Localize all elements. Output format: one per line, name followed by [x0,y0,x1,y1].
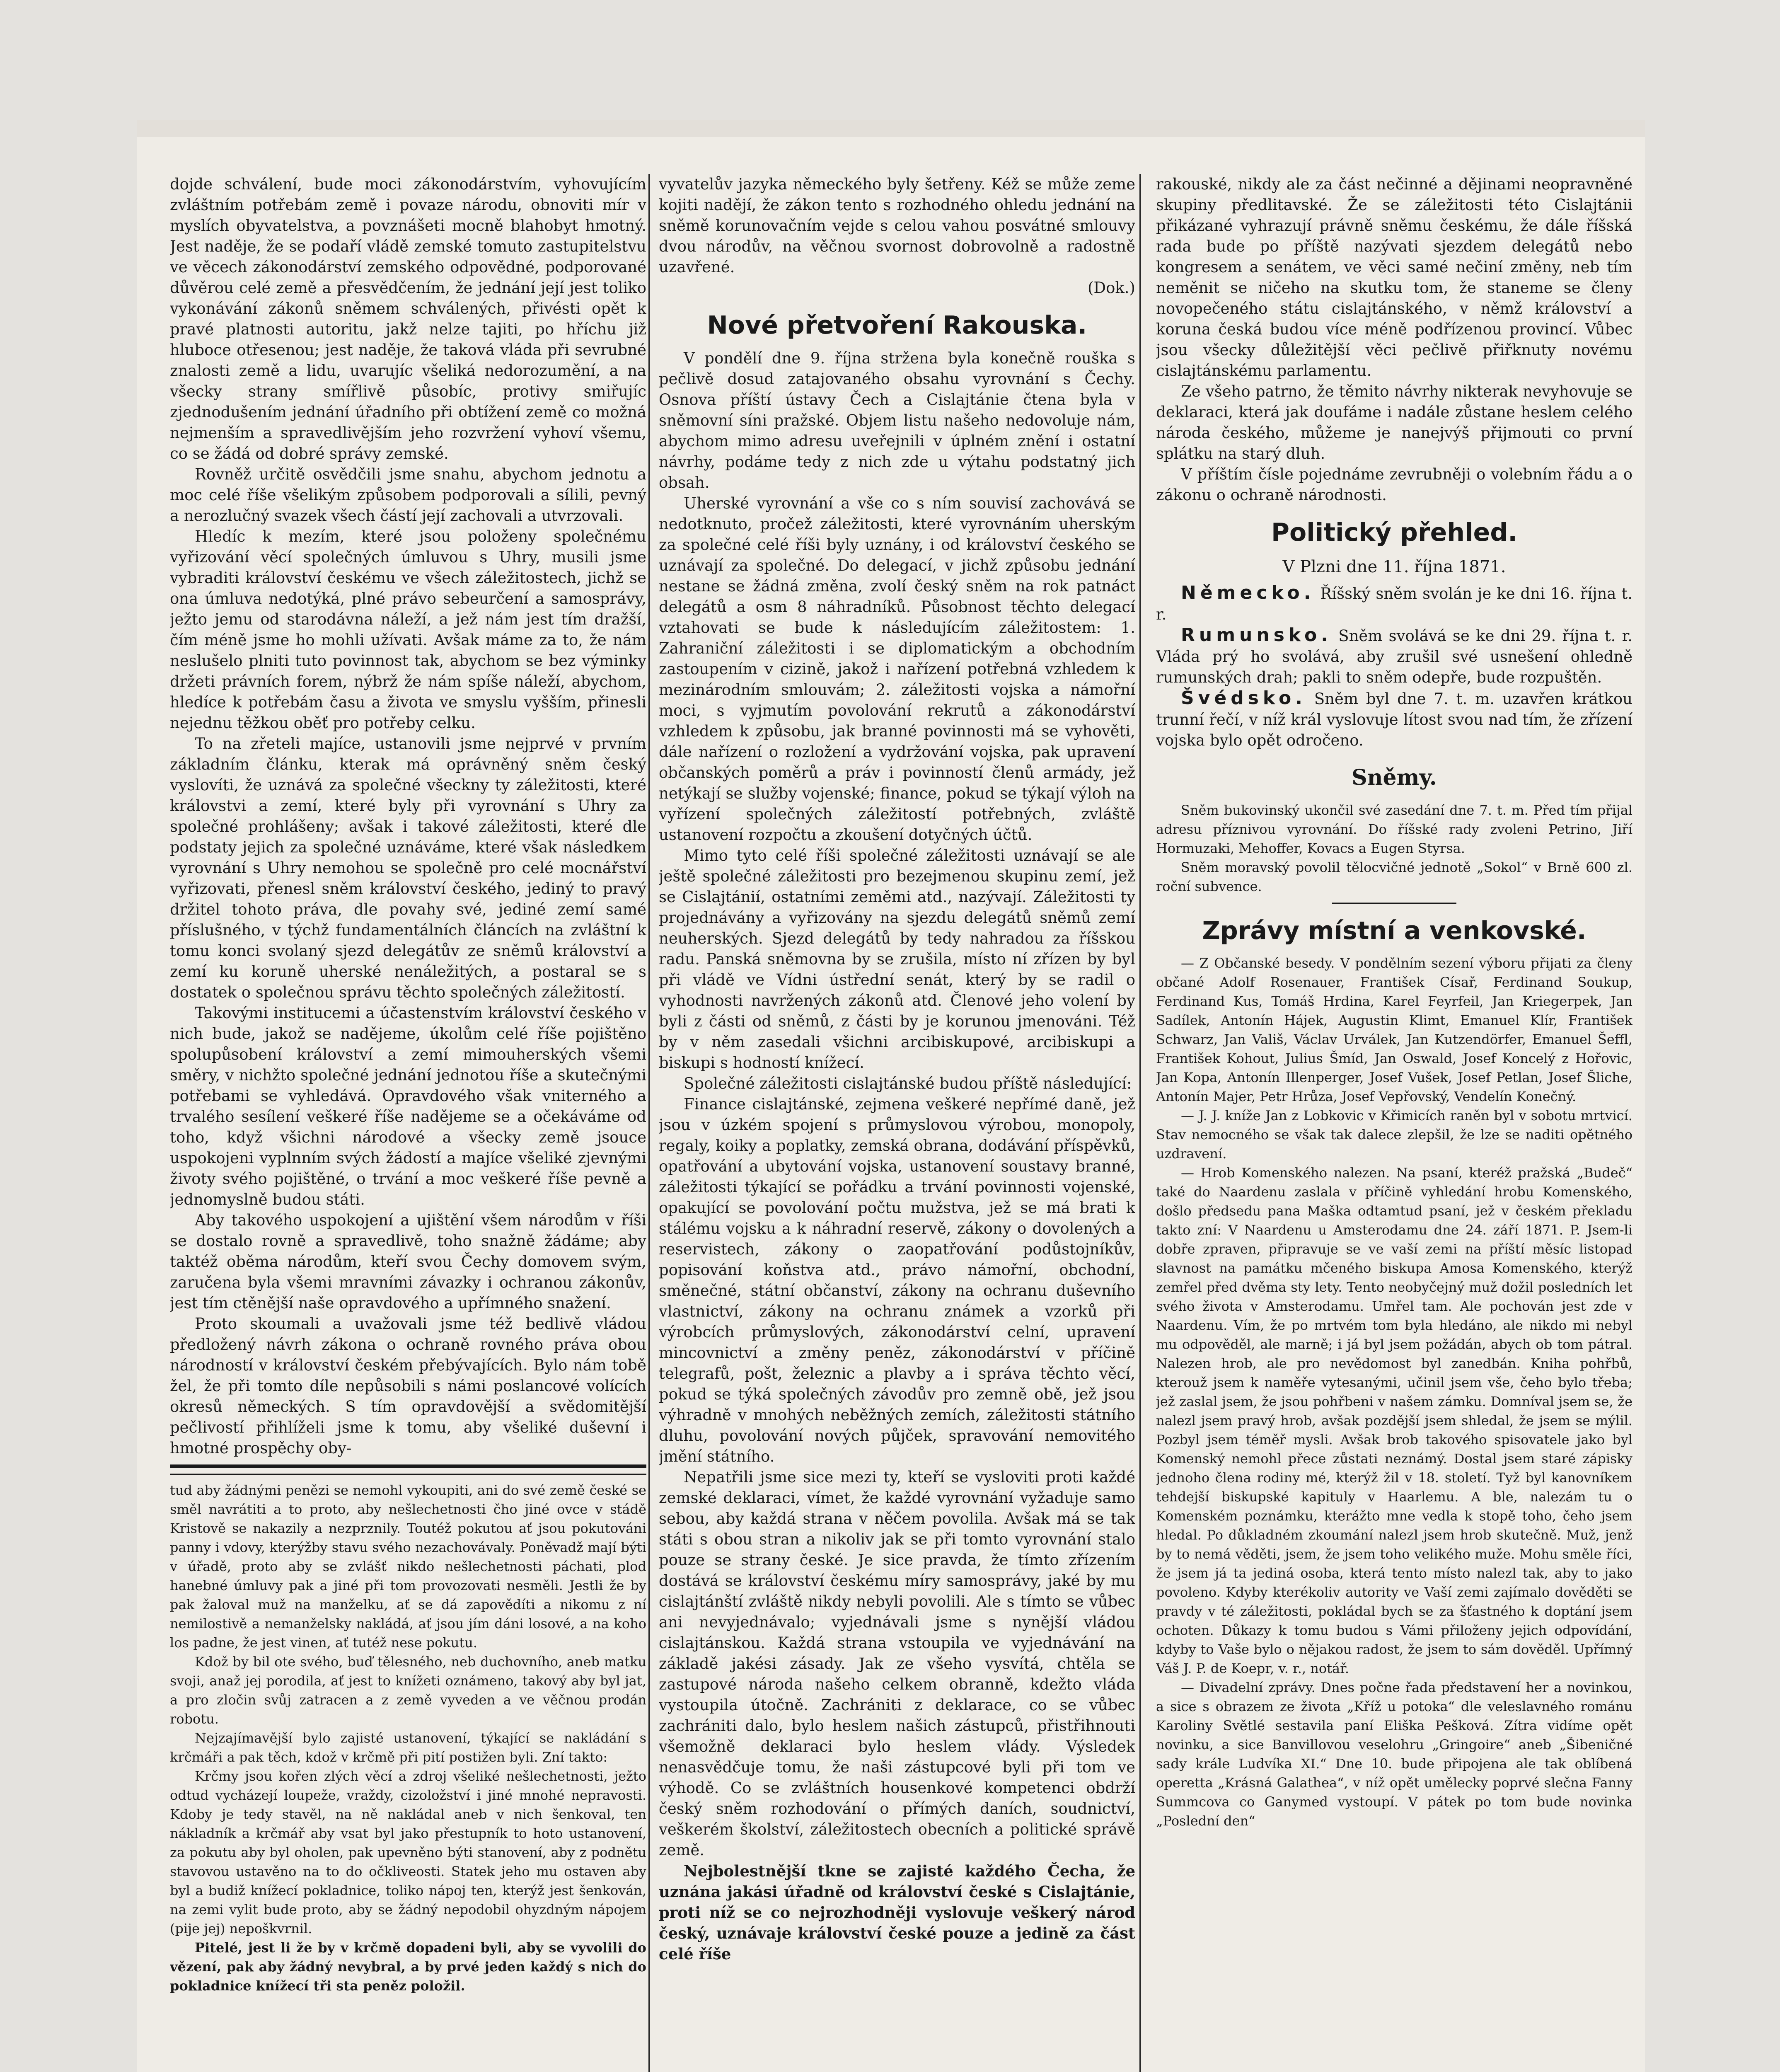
article-heading: Nové přetvoření Rakouska. [707,311,1087,340]
article-signature: (Dok.) [1088,279,1135,297]
column-2 [659,174,1135,1964]
article-paragraph: Rovněž určitě osvědčili jsme snahu, abychom jednotu a moc celé říše všelikým způsobem podporovali a sílili, pevný a nerozlučný svazek všech částí její zachovali a utvrzovali. [170,465,646,525]
article-paragraph: Finance cislajtánské, zejmena veškeré nepřímé daně, jež jsou v úzkém spojení s průmyslovou výrobou, monopoly, regaly, koiky a poplatky, zemská obrana, dodávání příspěvků, opatřování a ubytování vojska, ustanovení soustavy branné, záležitosti týkající se pořádku a trvání povinnosti vojenské, opakující se povolování počtu mužstva, jež se má brati k stálému vojsku a k náhradní reservě, zákony o dovolených a reservistech, zákony o zaopatřování podůstojníkův, popisování koňstva atd., právo námořní, obchodní, směnečné, státní občanství, zákony na ochranu duševního vlastnictví, zákony na ochranu známek a vzorků při výrobcích průmyslových, zákonodárství celní, upravení mincovnictví a změny peněz, zákonodárství v příčině telegrafů, pošt, železnic a plavby a i správa těchto věcí, pokud se týká společných závodův pro zemně obě, jež jsou výhradně v mnohých neběžných zemích, záležitosti státního dluhu, povolování nových půjček, spravování nemovitého jmění státního. [659,1095,1135,1465]
country-heading: Německo. [1181,582,1315,603]
article-paragraph: — Z Občanské besedy. V pondělním sezení výboru přijati za členy občané Adolf Rosenauer, František Císař, Ferdinand Soukup, Ferdinand Kus, Tomáš Hrdina, Karel Feyrfeil, Jan Kriegerpek, Jan Sadílek, Antonín Hájek, Augustin Klimt, Emanuel Klír, František Schwarz, Jan Vališ, Václav Urválek, Jan Kutzendörfer, Emanuel Šeffl, František Kohout, Julius Šmíd, Jan Oswald, Josef Koncelý z Hořovic, Jan Kopa, Antonín Illenperger, Josef Vušek, Josef Petlan, Josef Šliche, Antonín Majer, Petr Hrůza, Josef Vepřovský, Vendelín Konečný. [1156,955,1632,1104]
newspaper-page [137,120,1645,2072]
article-paragraph: rakouské, nikdy ale za část nečinné a dějinami neopravněné skupiny předlitavské. Že se záležitosti této Cislajtánii přikázané vyhrazují právně sněmu českému, že dále říšská rada bude po příště nazývati sjezdem delegátů nebo kongresem a senátem, ve věci samé nečiní změny, neb tím neměnit se ničeho na skutku tom, že staneme se členy novopečeného státu cislajtánského, v němž království a koruna česká budou více méně podřízenou provincí. Vůbec jsou všecky důležitější věci pečlivě přiřknuty novému cislajtánskému parlamentu. [1156,175,1632,380]
article-paragraph: — Divadelní zprávy. Dnes počne řada představení her a novinkou, a sice s obrazem ze života „Kříž u potoka“ dle veleslavného románu Karoliny Světlé sestavila paní Eliška Pešková. Zítra vidíme opět novinku, a sice Banvillovou veselohru „Gringoire“ aneb „Šibeničné sady krále Ludvíka XI.“ Dne 10. bude připojena ale tak oblíbená operetta „Krásná Galathea“, v níž opět umělecky poprvé slečna Fanny Summcova co Ganymed vystoupí. V pátek po tom bude novinka „Poslední den“ [1156,1680,1632,1829]
feuilleton-paragraph: tud aby žádnými penězi se nemohl vykoupiti, ani do své země české se směl navrátiti a to proto, aby nešlechetnosti čho jiné ovce v stádě Kristově se nakazily a nezprznily. Toutéž pokutou ať jsou pokutováni panny i vdovy, kterýžby stavu svého nezachovávaly. Poněvadž mají býti v úřadě, proto aby se zvlášť nikdo nešlechetnosti páchati, plod hanebné úmluvy pak a jiné při tom provozovati nesměli. Jestli že by pak žaloval muž na manželku, ať se dá zapovědíti a nikomu z ní nemilostivě a nemanželsky nakládá, ať jsou jím dáni losové, a na koho los padne, že jest vinen, ať tutéž nese pokutu. [170,1482,646,1651]
article-paragraph: Uherské vyrovnání a vše co s ním souvisí zachovává se nedotknuto, pročež záležitosti, které vyrovnáním uherským za společné celé říši byly uznány, i od království českého se uznávají za společné. Do delegací, v jichž způsobu jednání nestane se žádná změna, zvolí český sněm na rok patnáct delegátů a osm 8 náhradníků. Působnost těchto delegací vztahovati se bude k následujícím záležitostem: 1. Zahraniční záležitosti i se diplomatickým a obchodním zastoupením v cizině, jakož i nařízení potřebná vzhledem k mezinárodním smlouvám; 2. záležitosti vojska a námořní moci, s vyjmutím povolování rekrutů a zákonodárství vzhledem k způsobu, jak branné povinnosti má se vyhověti, dále nařízení o rozložení a vydržování vojska, pak upravení občanských poměrů a práv i povinností členů armády, jež netýkají se služby vojenské; finance, pokud se týkají výloh na vyřízení společných záležitostí potřebných, zvláště ustanovení rozpočtu a zkoušení dotyčných účtů. [659,494,1135,844]
article-paragraph: vyvatelův jazyka německého byly šetřeny. Kéž se může zeme kojiti nadějí, že zákon tento s rozhodného ohledu jednání na sněmě korunovačním vejde s celou vahou posvátné smlouvy dvou národův, na věčnou svornost dobrovolně a radostně uzavřené. [659,175,1135,276]
feuilleton-paragraph: Krčmy jsou kořen zlých věcí a zdroj všeliké nešlechetnosti, ježto odtud vycházejí loupeže, vraždy, cizoložství i jiné mnohé nepravosti. Kdoby je tedy stavěl, na ně nakládal aneb v nich šenkoval, ten nákladník a krčmář aby vsat byl jako přestupník to hoto ustanovení, za pokutu aby byl oholen, pak upevněno býti stanovení, aby z podnětu stavovou ustavěno na to do očkliveosti. Statek jeho mu ostaven aby byl a budiž knížecí pokladnice, toliko nápoj ten, kterýž jest šenkován, na zemi vylit bude proto, aby se žádný nepodobil ohyzdným nápojem (pije jej) nepoškvrnil. [170,1768,646,1936]
article-paragraph: Mimo tyto celé říši společné záležitosti uznávají se ale ještě společné záležitosti pro bezejmenou skupinu zemí, jež se Cislajtánií, ostatními zeměmi atd., nazývají. Záležitosti ty projednávány a vyřizovány na sjezdu delegátů sněmů zemí neuherských. Sjezd delegátů by tedy nahradou za říšskou radu. Panská sněmovna by se zrušila, místo ní zřízen by byl při vládě ve Vídni ústřední senát, který by se radil o vyhodnosti navržených zákonů atd. Členové jeho volení by byli z části od sněmů, z části by je korunou jmenováni. Též by v něm zasedali všichni arcibiskupové, arcibiskupi a biskupi s hodností knížecí. [659,847,1135,1072]
article-paragraph: V příštím čísle pojednáme zevrubněji o volebním řádu a o zákonu o ochraně národnosti. [1156,465,1632,504]
country-news: Sněm svolává se ke dni 29. října t. r. Vláda prý ho svolává, aby zrušil své usnešení ohledně rumunských drah; pakli to sněm odepře, bude rozpuštěn. [1156,627,1632,686]
dateline: V Plzni dne 11. října 1871. [1282,557,1506,576]
article-paragraph: dojde schválení, bude moci zákonodárstvím, vyhovujícím zvláštním potřebám země i povaze národu, obnoviti mír v myslích obyvatelstva, a povznášeti mocně blahobyt hmotný. Jest naděje, že se podaří vládě zemské tomuto zastupitelstvu ve věcech zákonodárství zemského odpovědné, podporované důvěrou celé země a přesvědčením, že jednání její jest toliko vykonávání zákonů sněmem schválených, přivésti opět k pravé platnosti autoritu, jakž nelze tajiti, po hříchu již hluboce otřesenou; jest naděje, že taková vláda při sevrubné znalosti země a lidu, uvarujíc všeliká nedorozumění, a na všecky strany smířlivě působíc, protivy smiřujíc zjednodušením jednání úřadního při obtížení země co možná nejmenším a spravedlivějším jeho rozvržení vyhoví všemu, co se žádá od dobré správy zemské. [170,175,646,462]
article-paragraph: Aby takového uspokojení a ujištění všem národům v říši se dostalo rovně a spravedlivě, toho snažně žádáme; aby taktéž oběma národům, kteří svou Čechy domovem svým, zaručena byla všemi mravními závazky i ochranou zákonův, jest tím ctěnější naše opravdového a upřímného snažení. [170,1211,646,1312]
feuilleton-paragraph: Pitelé, jest li že by v krčmě dopadeni byli, aby se vyvolili do vězení, pak aby žádný nevybral, a by prvé jeden každý s nich do pokladnice knížecí tři sta peněz položil. [170,1940,646,1994]
column-rule-right [1139,174,1141,2072]
article-paragraph: Takovými institucemi a účastenstvím království českého v nich bude, jakož se nadějeme, úkolům celé říše pojištěno spolupůsobení království a zemí mimouherských všemi směry, v nichžto společné jednání jednotou říše a skutečnými potřebami se vyhledává. Opravdového však vniterného a trvalého sesílení veškeré říše nadějeme se a očekáváme od toho, když všichni národové a všecky země jsouce uspokojeni vyplnním svých žádostí a majíce všeliké zjevnými životy svého pojištěné, o trvání a moc veškeré říše pevně a jednomyslně budou státi. [170,1004,646,1208]
feuilleton-paragraph: Kdož by bil ote svého, buď tělesného, neb duchovního, aneb matku svoji, anaž jej porodila, ať jest to knížeti oznámeno, takový aby byl jat, a pro zločin svůj zatracen a z země vyveden a ve věčnou prodán robotu. [170,1654,646,1727]
article-paragraph: Společné záležitosti cislajtánské budou příště následující: [684,1075,1132,1092]
column-3 [1156,174,1632,1830]
article-paragraph: V pondělí dne 9. října stržena byla konečně rouška s pečlivě dosud zatajovaného obsahu vyrovnání s Čechy. Osnova příští ústavy Čech a Cislajtánie čtena byla v sněmovní síni pražské. Objem listu našeho nedovoluje nám, abychom mimo adresu uveřejnili v úplném znění i ostatní návrhy, podáme tedy z nich zde u výtahu podstatný jich obsah. [659,349,1135,491]
article-paragraph: Proto skoumali a uvažovali jsme též bedlivě vládou předložený návrh zákona o ochraně rovného práva obou národností v království českém přebývajících. Bylo nám tobě žel, že při tomto díle nepůsobili s námi poslancové volících okresů německých. S tím opravdovější a svědomitější pečlivostí přihlíželi jsme k tomu, aby všeliké duševní i hmotné prospěchy oby- [170,1315,646,1457]
country-news: Říšský sněm svolán je ke dni 16. října t. r. [1156,585,1632,623]
paper-edge-shadow [137,120,1645,137]
feuilleton-divider [170,1464,646,1468]
article-paragraph: Hledíc k mezím, které jsou položeny společnému vyřizování věcí společných úmluvou s Uhry, musili jsme vybraditi království českému ve všech záležitostech, jichž se ona úmluva nedotýká, plné právo sebeurčení a samosprávy, ježto jemu od starodávna náleží, a jež nám jest tím dražší, čím méně jsme ho mohli užívati. Avšak máme za to, že nám neslušelo plniti tuto povinnost tak, abychom se bez výminky držeti právních forem, nýbrž že nám spíše náleží, abychom, hledíce k potřebám času a života ve smyslu vyšším, přinesli nejednu těžkou oběť pro potřeby celku. [170,528,646,732]
column-rule-left [648,174,650,2072]
article-paragraph: — Hrob Komenského nalezen. Na psaní, kteréž pražská „Budeč“ také do Naardenu zaslala v příčině vyhledání hrobu Komenského, došlo předsedu pana Maška odtamtud psaní, jež v českém překladu takto zní: V Naardenu u Amsterodamu dne 24. září 1871. P. Jsem-li dobře zpraven, připravuje se ve vaší zemi na příští měsíc listopad slavnost na památku mčeného biskupa Amosa Komenského, kterýž zemřel před dvěma sty lety. Tento neobyčejný muž dožil posledních let svého života v Amsterodamu. Umřel tam. Ale pochován jest zde v Naardenu. Vím, že po mrtvém tom byla hledáno, ale nikdo mi nebyl mu odpověděl, ale marně; i já byl jsem požádán, abych ob tom pátral. Nalezen hrob, ale pro nevědomost byl zanedbán. Kniha pohřbů, kterouž jsem k naměře vytesanými, učinil jsem vše, čeho bylo třeba; jež zaslal jsem, že jsou pohřbeni v našem zámku. Domníval jsem se, že nalezl jsem pravý hrob, avšak pozdější jsem shledal, že jsem se mýlil. Pozbyl jsem téměř mysli. Avšak brob takového spisovatele jako byl Komenský nemohl přece zůstati neznámý. Dostal jsem staré zápisky jednoho člena rodiny mé, kterýž žil v 18. století. Tyž byl kanovníkem tehdejší biskupské kapituly v Haarlemu. A ble, nalezám tu o Komenském poznámku, kterážto mne vedla k stopě toho, čeho jsem hledal. Po důkladném zkoumání nalezl jsem hrob skutečně. Muž, jenž by to nemá věděti, jsem, že jsem toho velikého muže. Mohu směle říci, že jsem já ta jediná osoba, která tento místo nalezl tak, aby to jako povoleno. Kdyby kterékoliv autority ve Vaší zemi zajímalo dověděti se pravdy v té záležitosti, pokládal bych se za šťastného k doptání jsem ochoten. Důkazy k tomu budou s Vámi přiloženy jejich odpovídání, kdyby to Vaše bylo o nějakou radost, že jsem to sám dověděl. Upřímný Váš J. P. de Koepr, v. r., notář. [1156,1165,1632,1676]
article-paragraph: Nepatřili jsme sice mezi ty, kteří se vysloviti proti každé zemské deklaraci, vímet, že každé vyrovnání vyžaduje samo sebou, aby každá strana v něčem povolila. Avšak má se tak státi s obou stran a nikoliv jak se při tomto vyrovnání stalo pouze se strany české. Je sice pravda, že tímto zřízením dostává se království českému míry samosprávy, jaké by mu cislajtánští zvláště nikdy nebyli povolili. Ale s tímto se vůbec ani nevyjednávalo; vyjednávali jsme s nynější vládou cislajtánskou. Každá strana vstoupila ve vyjednávání na základě jakési zásady. Jak ze všeho vysvítá, chtěla se zastupové národa našeho celkem obranně, kdežto vláda vystoupila útočně. Zachrániti z deklarace, co se vůbec zachrániti dalo, bylo heslem našich zástupců, přistřihnouti všemožně deklaraci bylo heslem vlády. Výsledek nenasvědčuje tomu, že naši zástupcové byli při tom ve výhodě. Co se zvláštních housenkové kompetenci obdrží český sněm rozhodování o přímých daních, soudnictví, veškerém školství, záležitostech obecních a politické správě země. [659,1468,1135,1859]
article-paragraph: To na zřeteli majíce, ustanovili jsme nejprvé v prvním základním článku, kterak má oprávněný sněm český vyslovíti, že uznává za společné všeckny ty záležitosti, které královstvi a zemí, které byly při vyrovnání s Uhry za společné prohlášeny; avšak i takové záležitosti, které dle podstaty jejich za společné uznáváme, které však následkem vyrovnání s Uhry nemohou se společně pro celé mocnářství vyřizovati, přenesl sněm království českého, jediný to pravý držitel tohoto práva, dle povahy své, jediné zemí samé příslušného, v týchž fundamentálních článcích na zvláštní k tomu konci svolaný sjezd delegátův ze sněmů království a zemí ku koruně uherské nenáležitých, a postaral se s dostatek o společnou správu těchto společných záležitostí. [170,735,646,1001]
article-paragraph: Nejbolestnější tkne se zajisté každého Čecha, že uznána jakási úřadně od království české s Cislajtánie, proti níž se co nejrozhodněji vyslovuje veškerý národ český, uznávaje království české pouze a jedině za část celé říše [659,1862,1135,1963]
article-paragraph: Sněm bukovinský ukončil své zasedání dne 7. t. m. Před tím přijal adresu příznivou vyrovnání. Do říšské rady zvoleni Petrino, Jiří Hormuzaki, Mehoffer, Kovacs a Eugen Styrsa. [1156,802,1632,856]
article-paragraph: — J. J. kníže Jan z Lobkovic v Křimicích raněn byl v sobotu mrtvicí. Stav nemocného se však tak dalece zlepšil, že lze se naditi opětného uzdravení. [1156,1108,1632,1162]
country-heading: Švédsko. [1181,687,1306,709]
article-paragraph: Sněm moravský povolil tělocvičné jednotě „Sokol“ v Brně 600 zl. roční subvence. [1156,859,1632,894]
article-paragraph: Ze všeho patrno, že těmito návrhy nikterak nevyhovuje se deklaraci, která jak doufáme i nadále zůstane heslem celého národa českého, můžeme je nanejvýš přijmouti co první splátku na starý dluh. [1156,382,1632,462]
feuilleton-paragraph: Nejzajímavější bylo zajisté ustanovení, týkající se nakládání s krčmáři a pak těch, kdož v krčmě při pití postižen byli. Zní takto: [170,1730,646,1765]
section-heading: Politický přehled. [1271,518,1517,547]
section-rule [1332,903,1456,904]
country-heading: Rumunsko. [1181,625,1332,646]
country-news: Sněm byl dne 7. t. m. uzavřen krátkou trunní řečí, v níž král vyslovuje lítost svou nad tím, že zřízení vojska bylo opět odročeno. [1156,690,1632,749]
section-heading: Zprávy místní a venkovské. [1202,916,1587,945]
column-1 [170,174,646,1995]
section-heading: Sněmy. [1352,765,1437,790]
feuilleton-divider-thin [170,1474,646,1475]
